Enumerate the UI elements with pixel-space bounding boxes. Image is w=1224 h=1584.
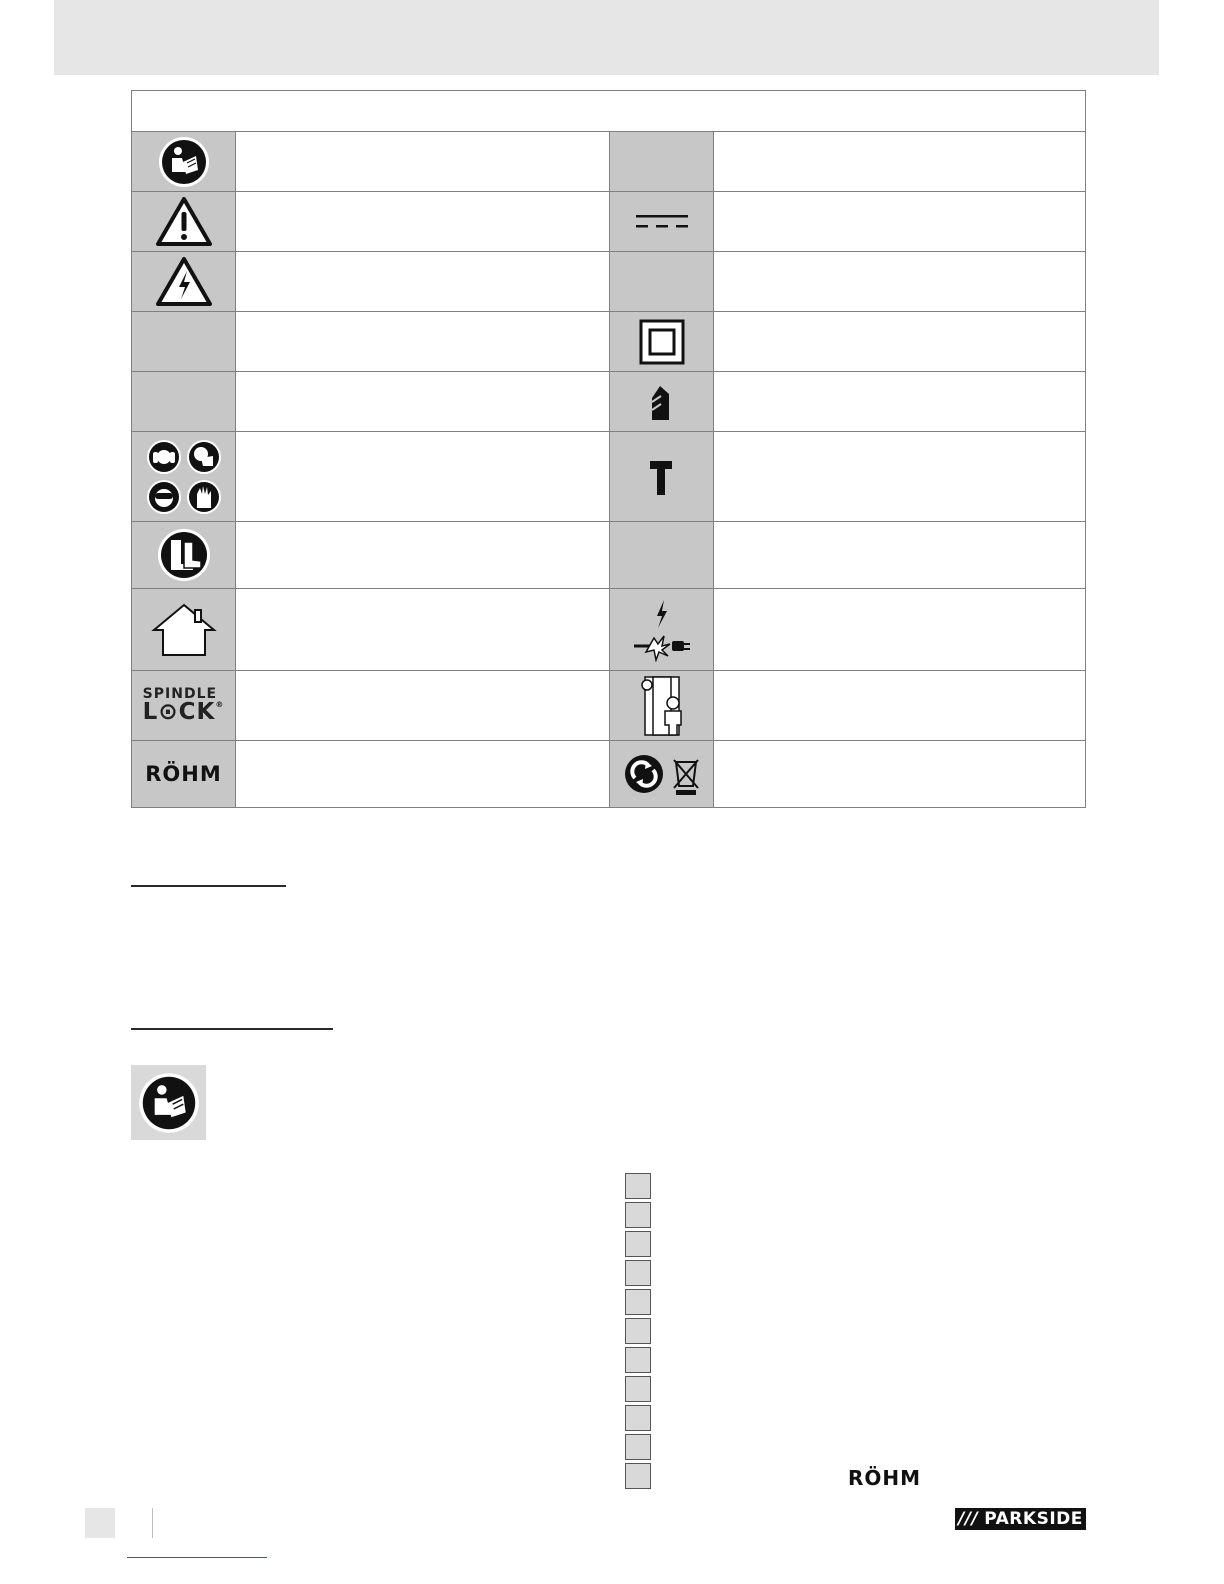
footer-divider [152, 1508, 153, 1538]
symbol-cell [610, 371, 714, 431]
parkside-logo [955, 1508, 1086, 1530]
symbol-description [236, 251, 610, 311]
symbol-description [236, 670, 610, 740]
drilling-icon [647, 382, 677, 422]
protection-class-ii-icon [639, 319, 685, 365]
symbol-description [714, 588, 1085, 670]
symbol-description [714, 311, 1085, 371]
symbol-description [236, 431, 610, 521]
recycling-icon [624, 752, 700, 796]
symbol-cell [132, 311, 236, 371]
spindle-lock-line2: L⊙CK [142, 699, 216, 725]
part-number-box [625, 1347, 651, 1373]
electric-hazard-icon [156, 257, 212, 307]
spindle-lock-icon [143, 687, 225, 724]
warning-triangle-icon [156, 197, 212, 247]
part-number-box [625, 1260, 651, 1286]
symbol-cell [610, 431, 714, 521]
symbol-cell [132, 431, 236, 521]
direct-current-icon [632, 210, 692, 234]
symbol-cell [610, 131, 714, 191]
symbol-cell [132, 371, 236, 431]
registered-mark: ® [215, 700, 225, 709]
symbol-description [236, 521, 610, 588]
page-number-box [85, 1508, 115, 1538]
symbol-description [236, 311, 610, 371]
symbol-description [236, 371, 610, 431]
symbol-cell [610, 740, 714, 807]
symbol-cell [610, 521, 714, 588]
protective-equipment-icon [145, 438, 223, 516]
symbol-cell [132, 740, 236, 807]
symbol-table [131, 90, 1086, 808]
part-number-box [625, 1173, 651, 1199]
part-number-box [625, 1318, 651, 1344]
part-number-box [625, 1463, 651, 1489]
section-heading-underline [131, 885, 286, 887]
symbol-cell [132, 251, 236, 311]
logo-slashes: /// [958, 1509, 979, 1529]
part-number-box [625, 1434, 651, 1460]
symbol-description [714, 251, 1085, 311]
symbol-description [236, 191, 610, 251]
symbol-table-title-row [132, 91, 1085, 131]
symbol-cell [132, 670, 236, 740]
symbol-cell [610, 251, 714, 311]
symbol-cell [132, 191, 236, 251]
safety-boots-icon [157, 528, 211, 582]
symbol-description [714, 191, 1085, 251]
symbol-cell [132, 131, 236, 191]
read-manual-box [131, 1065, 206, 1140]
symbol-description [714, 131, 1085, 191]
symbol-description [714, 740, 1085, 807]
part-number-box [625, 1202, 651, 1228]
symbol-description [714, 431, 1085, 521]
rohm-brand-mark: RÖHM [848, 1466, 922, 1490]
symbol-description [236, 131, 610, 191]
part-number-box [625, 1231, 651, 1257]
keep-children-away-icon [635, 675, 689, 737]
header-band [54, 0, 1159, 75]
hammer-drilling-icon [647, 457, 677, 497]
indoor-use-icon [151, 602, 217, 658]
symbol-cell [132, 588, 236, 670]
damaged-cable-icon [630, 598, 694, 662]
symbol-cell [610, 311, 714, 371]
part-number-box [625, 1289, 651, 1315]
symbol-description [714, 371, 1085, 431]
spindle-lock-line1: SPINDLE [142, 686, 218, 702]
symbol-cell [610, 588, 714, 670]
read-manual-icon [158, 136, 210, 188]
footer-link-underline[interactable] [127, 1557, 267, 1558]
symbol-description [236, 588, 610, 670]
logo-text: PARKSIDE [984, 1509, 1083, 1529]
symbol-cell [610, 191, 714, 251]
symbol-description [714, 521, 1085, 588]
read-manual-icon [138, 1072, 200, 1134]
part-number-box [625, 1376, 651, 1402]
symbol-cell [610, 670, 714, 740]
part-number-box [625, 1405, 651, 1431]
symbol-description [236, 740, 610, 807]
symbol-description [714, 670, 1085, 740]
symbol-cell [132, 521, 236, 588]
section-heading-underline [131, 1028, 333, 1030]
rohm-logo-icon: RÖHM [145, 762, 222, 786]
